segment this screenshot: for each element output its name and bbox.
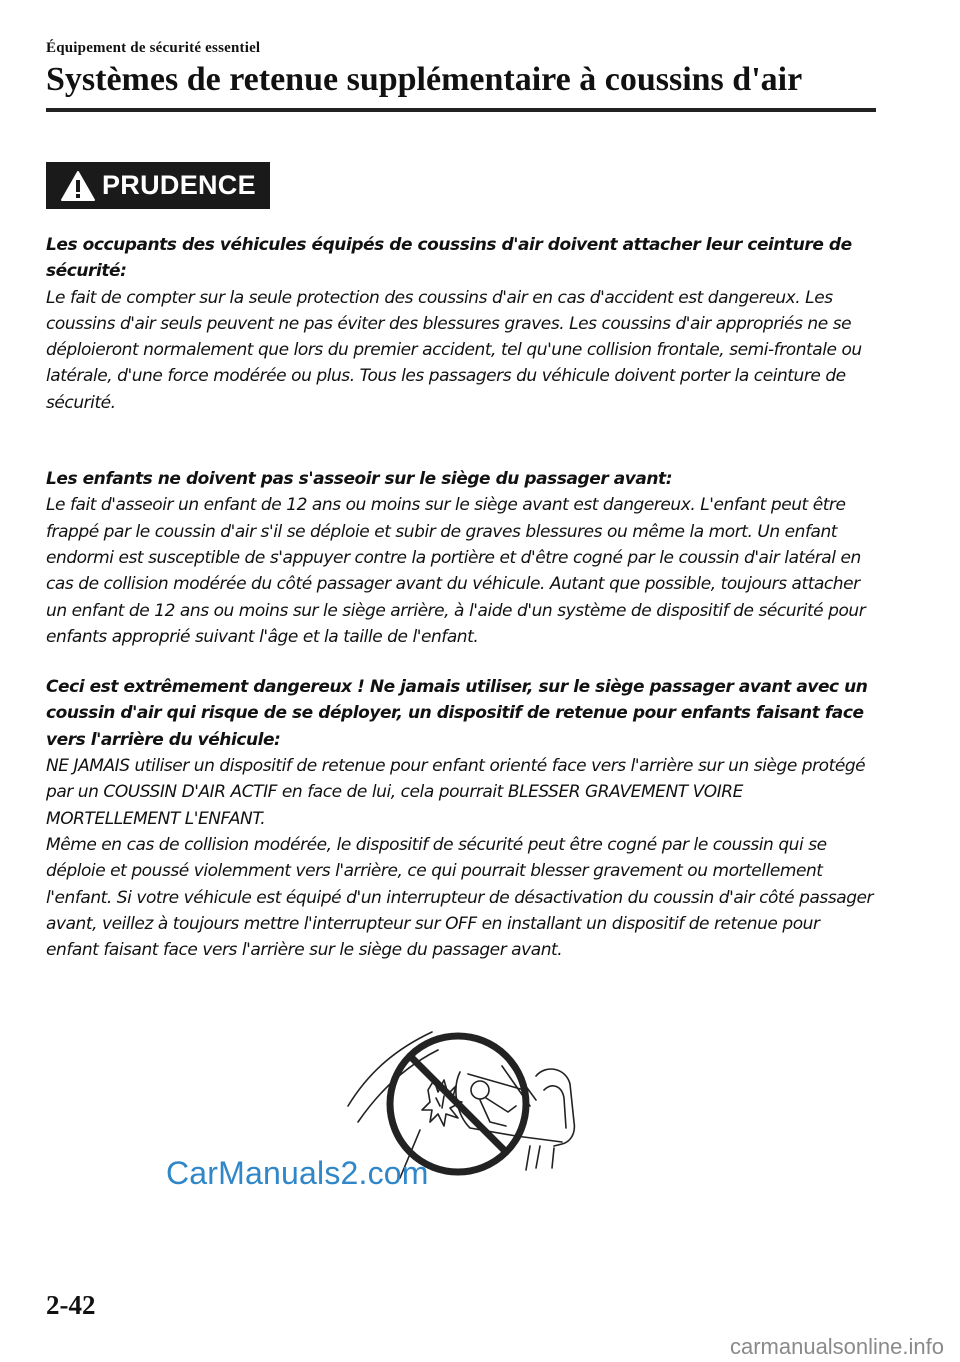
warning-heading: Les enfants ne doivent pas s'asseoir sur le siège du passager avant:: [46, 469, 673, 490]
warning-content: [46, 232, 876, 963]
page-title: Systèmes de retenue supplémentaire à coussins d'air: [46, 61, 803, 98]
title-divider: [46, 108, 876, 112]
caution-label: PRUDENCE: [102, 170, 256, 200]
warning-heading: Les occupants des véhicules équipés de coussins d'air doivent attacher leur ceinture de sécurité:: [46, 235, 852, 282]
section-label: Équipement de sécurité essentiel: [46, 40, 261, 56]
warning-heading: Ceci est extrêmement dangereux ! Ne jamais utiliser, sur le siège passager avant avec un coussin d'air qui risque de se déployer, un dispositif de retenue pour enfants faisant face vers l'arrière du véhicule:: [46, 677, 868, 750]
caution-badge: [46, 162, 270, 209]
warning-triangle-icon: [60, 170, 96, 202]
warning-body: NE JAMAIS utiliser un dispositif de retenue pour enfant orienté face vers l'arrière sur un siège protégé par un COUSSIN D'AIR ACTIF en face de lui, cela pourrait BLESSER GRAVEMENT VOIRE MORTELLEMENT L'ENFANT.: [46, 756, 866, 829]
watermark-text: CarManuals2.com: [166, 1155, 429, 1191]
warning-body: Le fait de compter sur la seule protection des coussins d'air en cas d'accident est dangereux. Les coussins d'air seuls peuvent ne pas éviter des blessures graves. Les coussins d'air appropriés ne se déploieront normalement que lors du premier accident, tel qu'une collision frontale, semi-frontale ou latérale, d'une force modérée ou plus. Tous les passagers du véhicule doivent porter la ceinture de sécurité.: [46, 287, 862, 413]
warning-body: Même en cas de collision modérée, le dispositif de sécurité peut être cogné par le coussin qui se déploie et poussé violemment vers l'arrière, ce qui pourrait blesser gravement ou mortellement l'enfant. Si votre véhicule est équipé d'un interrupteur de désactivation du coussin d'air côté passager avant, veillez à toujours mettre l'interrupteur sur OFF en installant un dispositif de retenue pour enfant faisant face vers l'arrière sur le siège du passager avant.: [46, 834, 874, 961]
footer-site-link[interactable]: carmanualsonline.info: [729, 1334, 944, 1359]
page-number: 2-42: [46, 1290, 96, 1320]
warning-body: Le fait d'asseoir un enfant de 12 ans ou moins sur le siège avant est dangereux. L'enfant peut être frappé par le coussin d'air s'il se déploie et subir de graves blessures ou même la mort. Un enfant endormi est susceptible de s'appuyer contre la portière et d'être cogné par le coussin d'air latéral en cas de collision modérée du côté passager avant du véhicule. Autant que possible, toujours attacher un enfant de 12 ans ou moins sur le siège arrière, à l'aide d'un système de dispositif de sécurité pour enfants approprié suivant l'âge et la taille de l'enfant.: [46, 495, 866, 647]
